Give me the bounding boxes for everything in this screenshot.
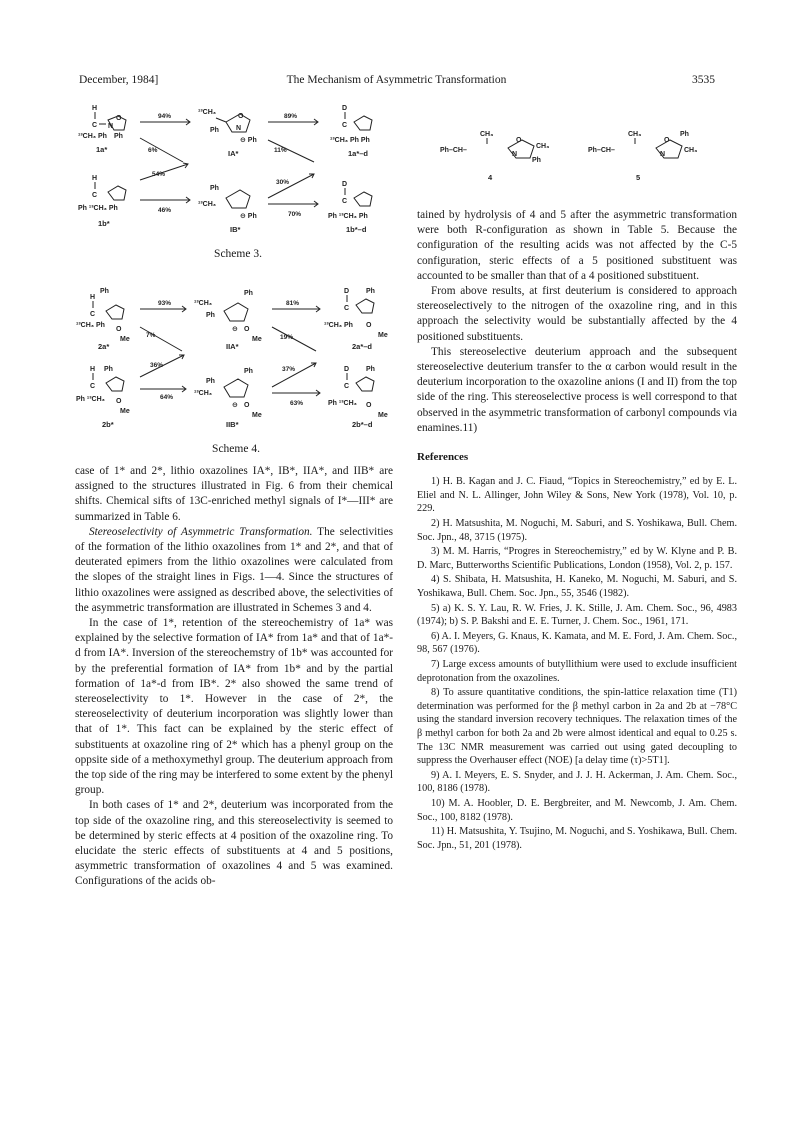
svg-text:O: O — [244, 326, 250, 333]
svg-text:O: O — [366, 322, 372, 329]
svg-text:Ph ¹³CH₃ Ph: Ph ¹³CH₃ Ph — [328, 213, 368, 220]
svg-text:H: H — [92, 105, 98, 112]
svg-text:¹³CH₃: ¹³CH₃ — [194, 390, 213, 397]
svg-text:¹³CH₃ Ph: ¹³CH₃ Ph — [76, 322, 105, 329]
svg-text:Me: Me — [378, 412, 388, 419]
label-compound-4: 4 — [488, 173, 493, 182]
pct-36: 36% — [150, 362, 164, 369]
pct-11: 11% — [274, 147, 287, 154]
svg-text:Ph: Ph — [210, 127, 219, 134]
svg-text:Ph: Ph — [532, 157, 541, 164]
label-IA: IA* — [228, 149, 239, 158]
svg-text:¹³CH₃: ¹³CH₃ — [198, 201, 217, 208]
svg-text:C: C — [342, 122, 348, 129]
svg-text:O: O — [516, 137, 522, 144]
left-paragraph-4: In both cases of 1* and 2*, deuterium was incorporated from the top side of the oxazoline ring, and this stereoselectivity is seemed to be determined by steric effects at 4 position of the oxazoline ring. To elucidate the steric effects of substituents at 4 and 5 positions, asymmetric transformation of oxazolines 4 and 5 was examined. Configurations of the acids ob- — [75, 799, 393, 888]
subsection-heading: Stereoselectivity of Asymmetric Transformation. — [89, 525, 313, 538]
reference-2: 2) H. Matsushita, M. Noguchi, M. Saburi, and S. Yoshikawa, Bull. Chem. Soc. Jpn., 48, 3715 (1975). — [417, 518, 737, 543]
right-column — [417, 208, 737, 853]
pct-46: 46% — [158, 207, 172, 214]
svg-text:D: D — [342, 105, 348, 112]
label-1a-d: 1a*–d — [348, 149, 369, 158]
svg-text:Ph ¹³CH₃ Ph: Ph ¹³CH₃ Ph — [78, 205, 118, 212]
scheme-4-diagram — [76, 285, 400, 440]
structure-1b — [78, 175, 126, 212]
svg-text:Ph: Ph — [366, 366, 375, 373]
compounds-4-5-diagram — [440, 124, 740, 194]
svg-text:¹³CH₃ Ph: ¹³CH₃ Ph — [324, 322, 353, 329]
left-paragraph-3: In the case of 1*, retention of the stereochemistry of 1a* was explained by the selective formation of IA* from 1a* and that of 1a*-d from IA*. Inversion of the stereochemstry of 1b* was accounted for by the preferential formation of IA* from 1b* and by the partial formation of 1a*-d from IB*. 2* also showed the same trend of stereoselectivity to 1*. However in the case of 2*, the stereoselectivity of deuterium incorporation was slightly lower than that of 1*. This fact can be explained by the steric effect of substituents at oxazoline ring of 2* which has a phenyl group on the oppsite side of a methoxymethyl group. The deuterium approach from the top side of the ring may be interfered to some extent by the phenyl group. — [75, 617, 393, 797]
right-paragraph-2: From above results, at first deuterium is considered to approach stereoselectively to the nitrogen of the oxazoline ring, and in this approach the selectivity would be substantially affected by the 4 positioned substituents. — [417, 285, 737, 343]
svg-text:H: H — [90, 294, 96, 301]
reference-8: 8) To assure quantitative conditions, the spin-lattice relaxation time (T1) determination was performed for the β methyl carbon in 2a and 2b at −78°C using the standard inversion recovery techniques. The relaxation times of the β methyl carbon for both 2a and 2b were almost identical and equal to 0.25 s. The 13C NMR measurement was carried out using gated decoupling to suppress the Overhauser effect (NOE) [a delay time (τ)>5T1]. — [417, 687, 737, 767]
reference-4: 4) S. Shibata, H. Matsushita, H. Kaneko, M. Noguchi, M. Saburi, and S. Yoshikawa, Bull. Chem. Soc. Jpn., 55, 3546 (1982). — [417, 574, 737, 599]
svg-text:C: C — [92, 122, 98, 129]
structure-1b-d — [328, 181, 372, 220]
scheme-3-caption: Scheme 3. — [214, 248, 262, 260]
svg-text:⊖: ⊖ — [232, 326, 238, 333]
svg-text:Me: Me — [252, 412, 262, 419]
structure-compound-5 — [588, 131, 697, 158]
label-2a-d: 2a*–d — [352, 342, 373, 351]
svg-text:Ph: Ph — [680, 131, 689, 138]
pct-93: 93% — [158, 300, 172, 307]
pct-6: 6% — [148, 147, 158, 154]
svg-text:Ph: Ph — [206, 312, 215, 319]
svg-text:CH₃: CH₃ — [480, 131, 494, 138]
structure-IA — [198, 109, 257, 144]
svg-text:C: C — [90, 311, 96, 318]
label-IIB: IIB* — [226, 420, 239, 429]
structure-2b — [76, 366, 130, 415]
svg-text:D: D — [342, 181, 348, 188]
svg-text:⊖ Ph: ⊖ Ph — [240, 213, 257, 220]
svg-text:O: O — [244, 402, 250, 409]
svg-text:O: O — [366, 402, 372, 409]
svg-text:Me: Me — [252, 336, 262, 343]
svg-text:Ph: Ph — [104, 366, 113, 373]
svg-text:⊖: ⊖ — [232, 402, 238, 409]
label-IIA: IIA* — [226, 342, 239, 351]
reference-9: 9) A. I. Meyers, E. S. Snyder, and J. J. H. Ackerman, J. Am. Chem. Soc., 100, 8186 (1978). — [417, 769, 737, 795]
svg-text:¹³CH₃ Ph: ¹³CH₃ Ph — [78, 133, 107, 140]
svg-text:C: C — [92, 192, 98, 199]
svg-text:CH₃: CH₃ — [684, 147, 698, 154]
reference-5: 5) a) K. S. Y. Lau, R. W. Fries, J. K. Stille, J. Am. Chem. Soc., 96, 4983 (1974); b) S. P. Bakshi and E. E. Turner, J. Chem. Soc., 1961, 171. — [417, 602, 737, 628]
pct-81: 81% — [286, 300, 300, 307]
svg-text:CH₃: CH₃ — [536, 143, 550, 150]
references-heading: References — [417, 451, 469, 464]
pct-37: 37% — [282, 366, 296, 373]
svg-text:CH₃: CH₃ — [628, 131, 642, 138]
structure-2b-d — [328, 366, 388, 419]
pct-30: 30% — [276, 179, 290, 186]
label-2b-d: 2b*–d — [352, 420, 373, 429]
svg-text:D: D — [344, 366, 350, 373]
reference-11: 11) H. Matsushita, Y. Tsujino, M. Noguchi, and S. Yoshikawa, Bull. Chem. Soc. Jpn., 51, 201 (1978). — [417, 826, 737, 851]
reference-1: 1) H. B. Kagan and J. C. Fiaud, “Topics in Stereochemistry,” ed by E. L. Eliel and N. L. Allinger, John Wiley & Sons, New York (1978), Vol. 10, p. 229. — [417, 476, 737, 515]
svg-text:N: N — [512, 151, 518, 158]
svg-text:⊖ Ph: ⊖ Ph — [240, 137, 257, 144]
label-2b: 2b* — [102, 420, 114, 429]
pct-63: 63% — [290, 400, 304, 407]
label-IB: IB* — [230, 225, 241, 234]
svg-text:C: C — [342, 198, 348, 205]
svg-text:C: C — [344, 383, 350, 390]
label-1b: 1b* — [98, 219, 110, 228]
reference-10: 10) M. A. Hoobler, D. E. Bergbreiter, and M. Newcomb, J. Am. Chem. Soc., 100, 8182 (1978). — [417, 797, 737, 823]
pct-19: 19% — [280, 334, 294, 341]
svg-text:N: N — [108, 123, 114, 130]
label-1b-d: 1b*–d — [346, 225, 367, 234]
svg-text:¹³CH₃ Ph Ph: ¹³CH₃ Ph Ph — [330, 137, 370, 144]
structure-IIB — [194, 368, 262, 419]
svg-text:O: O — [116, 115, 122, 122]
svg-text:Ph–CH–: Ph–CH– — [588, 147, 615, 154]
reference-3: 3) M. M. Harris, “Progres in Stereochemistry,” ed by W. Klyne and P. B. D. Marc, Butterworths Scientific Publications, London (1958), Vol. 2, p. 157. — [417, 546, 737, 571]
label-1a: 1a* — [96, 145, 108, 154]
svg-text:Ph: Ph — [210, 185, 219, 192]
pct-89: 89% — [284, 113, 298, 120]
label-2a: 2a* — [98, 342, 110, 351]
svg-text:Ph: Ph — [244, 368, 253, 375]
svg-text:H: H — [92, 175, 98, 182]
svg-text:Ph: Ph — [206, 378, 215, 385]
structure-1a-d — [330, 105, 372, 144]
pct-94: 94% — [158, 113, 172, 120]
scheme-4-caption: Scheme 4. — [212, 443, 260, 455]
right-paragraph-1: tained by hydrolysis of 4 and 5 after the asymmetric transformation were both R-configuration as shown in Table 5. Because the configuration of the resulting acids was not affected by the C-5 configuration, steric effects of a 5 positioned substituent was accounted to be smaller than that of a 4 positioned substituent. — [417, 209, 737, 282]
scheme-3-diagram — [78, 100, 398, 250]
svg-text:Ph: Ph — [244, 290, 253, 297]
svg-text:D: D — [344, 288, 350, 295]
right-paragraph-3: This stereoselective deuterium approach and the subsequent stereoselective deuterium transfer to the α carbon would result in the deuterium incorporation to the oxazoline anions (I and II) from the top side of the ring. This stereoselective process is well correspond to that observed in the asymmetric transformation of carbonyl compounds via enamines.11) — [417, 345, 737, 434]
svg-text:Me: Me — [378, 332, 388, 339]
reference-6: 6) A. I. Meyers, G. Knaus, K. Kamata, and M. E. Ford, J. Am. Chem. Soc., 98, 567 (1976). — [417, 630, 737, 656]
pct-70: 70% — [288, 211, 302, 218]
svg-text:¹³CH₃: ¹³CH₃ — [194, 300, 213, 307]
page-number: 3535 — [692, 74, 715, 86]
svg-text:Ph: Ph — [114, 133, 123, 140]
svg-text:N: N — [660, 151, 666, 158]
left-paragraph-2-body: The selectivities of the formation of the lithio oxazolines from 1* and 2*, and that of deuterated epimers from the lithio oxazolines were calculated from the slopes of the straight lines in Figs. 1—4. Since the structures of lithio oxazolines were assigned as described above, the selectivities of the asymmetric transformation are illustrated in Schemes 3 and 4. — [75, 525, 394, 614]
svg-text:Ph: Ph — [366, 288, 375, 295]
svg-text:Me: Me — [120, 336, 130, 343]
running-header-date: December, 1984] — [79, 74, 159, 86]
left-column — [75, 464, 393, 890]
svg-text:N: N — [236, 125, 242, 132]
left-paragraph-2 — [75, 525, 393, 616]
structure-compound-4 — [440, 131, 549, 164]
left-paragraph-1: case of 1* and 2*, lithio oxazolines IA*, IB*, IIA*, and IIB* are assigned to the structures illustrated in Fig. 6 from their chemical shifts. Chemical sifts of 13C-enriched methyl signals of I*—III* are summarized in Table 6. — [75, 465, 393, 523]
svg-text:Ph–CH–: Ph–CH– — [440, 147, 467, 154]
structure-IIA — [194, 290, 262, 343]
pct-7: 7% — [146, 332, 156, 339]
svg-text:O: O — [116, 398, 122, 405]
svg-text:Me: Me — [120, 408, 130, 415]
pct-64: 64% — [160, 394, 174, 401]
running-header-title: The Mechanism of Asymmetric Transformation — [286, 74, 507, 86]
structure-IB — [198, 185, 257, 220]
svg-text:C: C — [90, 383, 96, 390]
svg-text:¹³CH₃: ¹³CH₃ — [198, 109, 217, 116]
svg-text:H: H — [90, 366, 96, 373]
reference-7: 7) Large excess amounts of butyllithium were used to exclude insufficient deprotonation from the oxazolines. — [417, 658, 737, 684]
pct-54: 54% — [152, 171, 166, 178]
label-compound-5: 5 — [636, 173, 641, 182]
svg-text:C: C — [344, 305, 350, 312]
references-list — [417, 475, 737, 852]
structure-2a-d — [324, 288, 388, 339]
svg-text:O: O — [116, 326, 122, 333]
svg-text:Ph ¹³CH₃: Ph ¹³CH₃ — [76, 396, 105, 403]
svg-text:O: O — [664, 137, 670, 144]
svg-text:O: O — [238, 113, 244, 120]
svg-text:Ph: Ph — [100, 288, 109, 295]
structure-1a — [78, 105, 126, 140]
structure-2a — [76, 288, 130, 343]
svg-text:Ph ¹³CH₃: Ph ¹³CH₃ — [328, 400, 357, 407]
